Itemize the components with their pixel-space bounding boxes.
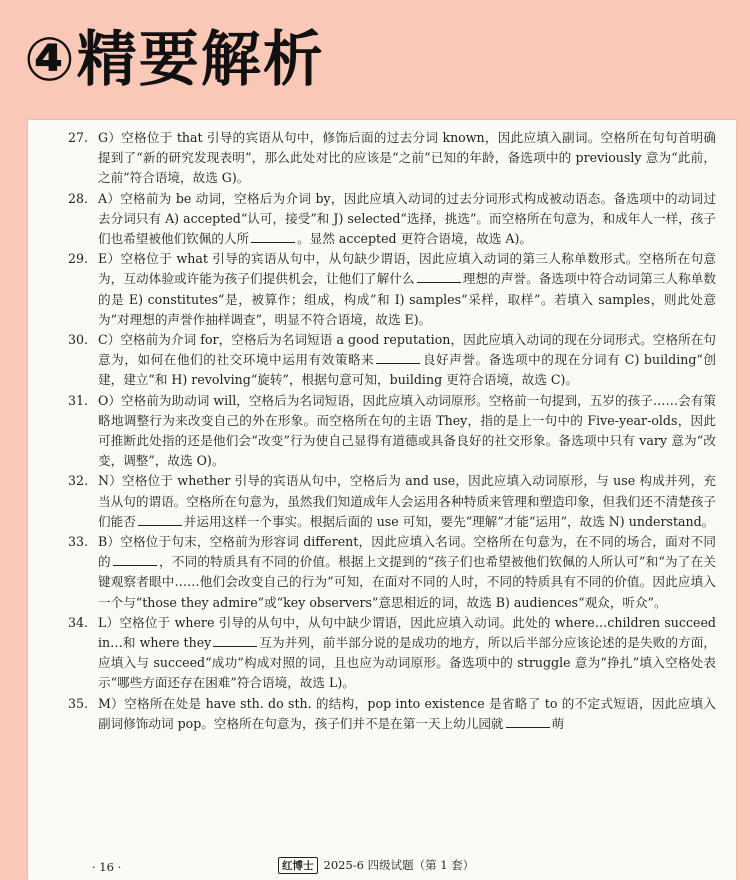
answer-item <box>68 391 716 472</box>
item-text: 并运用这样一个事实。根据后面的 use 可知，要先“理解”才能“运用”，故选 N) understand。 <box>183 513 715 529</box>
answer-item <box>68 330 716 391</box>
answer-item <box>68 694 716 734</box>
item-number: 30. <box>68 332 89 348</box>
item-text: A）空格前为 be 动词，空格后为介词 by，因此应填入动词的过去分词形式构成被动语态。备选项中的动词过去分词只有 A) accepted“认可，接受”和 J) selected“选择，挑选”。而空格所在句意为，和成年人一样，孩子们也希望被他们钦佩的人所 <box>98 190 716 247</box>
answer-blank <box>113 552 157 566</box>
item-number: 35. <box>68 695 89 711</box>
item-text: B）空格位于句末，空格前为形容词 different，因此应填入名词。空格所在句意为，在不同的场合，面对不同的 <box>98 534 716 570</box>
item-number: 32. <box>68 473 89 489</box>
item-number: 29. <box>68 251 89 267</box>
item-text: 萌 <box>551 715 565 731</box>
page-title: ④精要解析 <box>24 25 325 95</box>
answer-blank <box>506 714 550 728</box>
answer-list <box>68 128 716 734</box>
item-text: N）空格位于 whether 引导的宾语从句中，空格后为 and use，因此应填入动词原形，与 use 构成并列，充当从句的谓语。空格所在句意为，虽然我们知道成年人会运用各种特质来管理和塑造印象，但我们还不清楚孩子们能否 <box>98 473 716 529</box>
page-number: · 16 · <box>92 860 122 874</box>
header-banner <box>0 0 750 120</box>
item-number: 34. <box>68 614 89 630</box>
item-text: G）空格位于 that 引导的宾语从句中，修饰后面的过去分词 known，因此应填入副词。空格所在句句首明确提到了“新的研究发现表明”，那么此处对比的应该是“之前”已知的年龄，备选项中的 previously 意为“此前，之前”符合语境，故选 G)。 <box>98 130 716 186</box>
item-number: 33. <box>68 534 89 550</box>
item-number: 27. <box>68 130 89 145</box>
answer-blank <box>251 229 295 243</box>
item-number: 31. <box>68 392 89 408</box>
footer-exam-title: 2025-6 四级试题（第 1 套） <box>323 858 475 872</box>
item-text: 良好声誉。备选项中的现在分词有 C) building“创建，建立”和 H) revolving“旋转”，根据句意可知，building 更符合语境，故选 C)。 <box>98 352 717 388</box>
answer-blank <box>138 512 182 526</box>
answer-item <box>68 189 716 250</box>
answer-blank <box>417 269 461 283</box>
item-text: 。显然 accepted 更符合语境，故选 A)。 <box>297 231 532 247</box>
item-text: E）空格位于 what 引导的宾语从句中，从句缺少谓语，因此应填入动词的第三人称单数形式。空格所在句意为，互动体验或许能为孩子们提供机会，让他们了解什么 <box>98 251 716 287</box>
item-text: 理想的声誉。备选项中符合动词第三人称单数的是 E) constitutes“是，被算作；组成，构成”和 I) samples“采样，取样”。若填入 samples，则此处意为“对理想的声誉作抽样调查”，明显不符合语境，故选 E)。 <box>98 271 717 327</box>
answer-blank <box>376 350 420 364</box>
footer-source <box>278 857 474 874</box>
item-text: L）空格位于 where 引导的从句中，从句中缺少谓语，因此应填入动词。此处的 where…children succeed in…和 where they <box>98 614 716 651</box>
item-text: M）空格所在处是 have sth. do sth. 的结构，pop into existence 是省略了 to 的不定式短语，因此应填入副词修饰动词 pop。空格所在句意为，孩子们并不是在第一天上幼儿园就 <box>98 695 716 731</box>
answer-item <box>68 471 716 532</box>
item-text: C）空格前为介词 for，空格后为名词短语 a good reputation，因此应填入动词的现在分词形式。空格所在句意为，如何在他们的社交环境中运用有效策略来 <box>98 332 716 368</box>
item-text: 互为并列，前半部分说的是成功的地方，所以后半部分应该论述的是失败的方面，应填入与 succeed“成功”构成对照的词，且也应为动词原形。备选项中的 struggle 意为“挣扎”填入空格处表示“哪些方面还存在困难”符合语境，故选 L)。 <box>98 635 717 691</box>
answer-blank <box>213 633 257 647</box>
brand-logo: 红博士 <box>278 857 318 874</box>
item-text: ，不同的特质具有不同的价值。根据上文提到的“孩子们也希望被他们钦佩的人所认可”和“为了在关键观察者眼中……他们会改变自己的行为”可知，在面对不同的人时，不同的特质具有不同的价值。因此应填入一个与“those they admire”或“key observers”意思相近的词，故选 B) audiences“观众，听众”。 <box>98 554 716 610</box>
item-text: O）空格前为助动词 will，空格后为名词短语，因此应填入动词原形。空格前一句提到，五岁的孩子……会有策略地调整行为来改变自己的外在形象。而空格所在句的主语 They，指的是上一句中的 Five-year-olds，因此可推断此处指的还是他们会“改变”行为使自己显得有道德或具备良好的社交形象。备选项中只有 vary 意为“改变，调整”，故选 O)。 <box>98 392 716 469</box>
answer-page <box>28 120 736 880</box>
answer-item <box>68 613 716 694</box>
answer-item <box>68 532 716 613</box>
answer-item <box>68 249 716 330</box>
answer-item <box>68 128 716 189</box>
item-number: 28. <box>68 190 89 206</box>
